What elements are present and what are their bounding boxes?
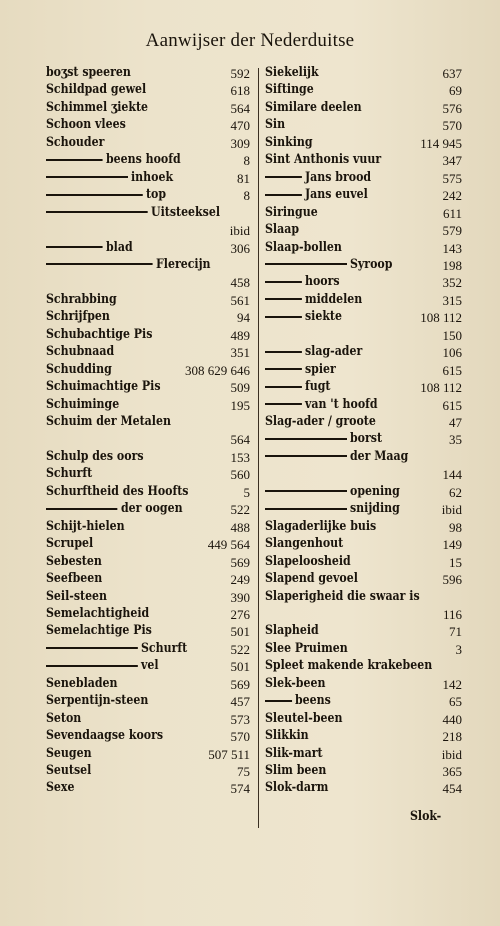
page-reference: 569 — [230, 676, 250, 692]
page-reference: 522 — [230, 641, 250, 657]
page-reference: 276 — [230, 606, 250, 622]
index-entry — [46, 467, 92, 480]
entry-term: Seton — [46, 709, 82, 726]
page-reference: 116 — [442, 606, 462, 622]
ditto-dash — [265, 403, 302, 405]
index-entry — [46, 674, 118, 691]
entry-term: Slee Pruimen — [265, 639, 348, 656]
entry-term: Slag-ader / groote — [265, 413, 376, 429]
page-reference: 618 — [230, 83, 250, 99]
index-entry — [46, 709, 82, 726]
index-entry — [46, 345, 114, 358]
entry-term: vel — [140, 657, 159, 674]
page-reference: ibid — [441, 746, 462, 762]
entry-term: Slapend gevoel — [265, 570, 358, 587]
ditto-dash — [265, 298, 302, 300]
entry-term: Schuim der Metalen — [46, 413, 171, 429]
entry-term: Sevendaagse koors — [46, 727, 164, 744]
entry-term: Schuiminge — [46, 395, 120, 412]
index-entry — [265, 66, 319, 79]
column-divider — [258, 68, 259, 828]
entry-term: Schurftheid des Hoofts — [46, 482, 189, 499]
entry-term: beens hoofd — [105, 151, 181, 168]
entry-term: Slikkin — [265, 727, 309, 744]
entry-term: middelen — [304, 290, 363, 307]
entry-term: borst — [349, 430, 383, 447]
entry-term: Sin — [265, 116, 286, 133]
page-reference: 522 — [230, 502, 250, 518]
index-entry — [46, 764, 91, 777]
index-entry — [46, 380, 161, 393]
page-reference: 195 — [230, 397, 250, 413]
entry-term: Spleet makende krakebeen — [265, 657, 433, 674]
page-reference: 144 — [442, 467, 462, 483]
page-reference: 457 — [230, 694, 250, 710]
entry-term: Slaperigheid die swaar is — [265, 587, 420, 604]
page-reference: 15 — [449, 554, 462, 570]
ditto-dash — [265, 438, 347, 440]
index-entry — [46, 572, 102, 585]
index-entry — [265, 572, 358, 585]
ditto-dash — [265, 316, 302, 318]
entry-term: Schubnaad — [46, 343, 115, 360]
index-entry — [265, 133, 313, 150]
index-entry — [46, 203, 220, 220]
page-reference: 507 511 — [208, 746, 250, 762]
ditto-dash — [265, 281, 302, 283]
page-reference: 579 — [442, 223, 462, 239]
index-entry — [265, 781, 328, 794]
index-entry — [46, 66, 131, 79]
index-entry — [46, 694, 148, 707]
page-reference: 62 — [449, 484, 462, 500]
entry-term: snijding — [349, 500, 400, 517]
index-entry — [265, 255, 393, 272]
ditto-dash — [265, 368, 302, 370]
page-reference: 249 — [230, 572, 250, 588]
page-reference: 98 — [449, 519, 462, 535]
page-reference: 114 945 — [420, 135, 462, 151]
entry-term: Siftinge — [265, 81, 314, 98]
page-reference: 564 — [230, 100, 250, 116]
page-reference: 509 — [230, 380, 250, 396]
index-entry — [265, 360, 336, 377]
index-entry — [46, 537, 93, 550]
entry-term: Slik-mart — [265, 744, 323, 761]
index-entry — [265, 729, 309, 742]
index-entry — [265, 502, 400, 515]
index-entry — [265, 223, 299, 236]
entry-term: Sebesten — [46, 552, 102, 569]
index-entry — [46, 781, 74, 794]
entry-term: Schoon vlees — [46, 116, 126, 133]
index-entry — [46, 517, 125, 534]
index-entry — [265, 275, 340, 288]
page-reference: 47 — [449, 415, 462, 430]
entry-term: Senebladen — [46, 674, 118, 691]
entry-term: Schijt-hielen — [46, 517, 125, 534]
index-entry — [46, 502, 183, 515]
entry-term: Similare deelen — [265, 98, 362, 115]
page-reference: 309 — [230, 135, 250, 151]
ditto-dash — [265, 700, 292, 702]
page-reference: 5 — [243, 484, 250, 500]
entry-term: Serpentijn-steen — [46, 692, 149, 709]
index-entry — [265, 415, 376, 428]
index-entry — [46, 447, 144, 464]
ditto-dash — [46, 508, 118, 510]
entry-term: boʒst speeren — [46, 64, 131, 80]
page-reference: 69 — [449, 83, 462, 99]
entry-term: Schrijfpen — [46, 308, 110, 325]
page-reference: 501 — [230, 659, 250, 675]
entry-term: Sint Anthonis vuur — [265, 151, 382, 168]
index-entry — [265, 203, 318, 220]
index-entry — [46, 188, 166, 201]
entry-term: opening — [349, 482, 400, 499]
page-reference: 198 — [442, 257, 462, 273]
page-reference: 3 — [455, 641, 462, 657]
page-reference: 449 564 — [207, 537, 250, 553]
page-reference: 142 — [442, 676, 462, 692]
index-entry — [46, 624, 152, 637]
index-entry — [265, 482, 400, 499]
page-reference: 81 — [237, 170, 250, 186]
ditto-dash — [265, 194, 302, 196]
entry-term: Seutsel — [46, 762, 92, 778]
page-reference: 242 — [442, 188, 462, 204]
index-entry — [46, 153, 181, 166]
page-reference: 143 — [442, 240, 462, 256]
entry-term: blad — [105, 238, 133, 255]
entry-term: Schulp des oors — [46, 447, 144, 464]
index-entry — [265, 764, 326, 777]
index-entry — [265, 395, 378, 412]
entry-term: hoors — [304, 273, 340, 290]
page-reference: 575 — [442, 170, 462, 186]
index-entry — [265, 238, 342, 255]
entry-term: Seugen — [46, 744, 92, 761]
ditto-dash — [265, 351, 302, 353]
entry-term: Siringue — [265, 203, 318, 220]
entry-term: inhoek — [130, 168, 174, 185]
index-entry — [265, 587, 420, 604]
page-reference: 440 — [442, 711, 462, 727]
page-reference: 351 — [230, 345, 250, 361]
ditto-dash — [46, 176, 128, 178]
index-entry — [265, 83, 314, 96]
index-entry — [265, 694, 331, 707]
entry-term: fugt — [304, 378, 331, 395]
index-entry — [46, 482, 189, 499]
entry-term: Jans brood — [304, 168, 372, 185]
catchword: Slok- — [410, 808, 442, 824]
index-entry — [265, 188, 368, 201]
ditto-dash — [46, 211, 148, 213]
page-reference: 365 — [442, 764, 462, 779]
running-header: Aanwijser der Nederduitse — [145, 30, 355, 51]
index-entry — [46, 360, 112, 377]
entry-term: Seefbeen — [46, 570, 103, 587]
index-entry — [265, 709, 343, 726]
ditto-dash — [46, 159, 103, 161]
index-entry — [265, 674, 326, 691]
entry-term: siekte — [304, 308, 343, 325]
index-entry — [46, 118, 126, 131]
ditto-dash — [46, 246, 103, 248]
page-reference: 71 — [449, 624, 462, 640]
page-reference: 65 — [449, 694, 462, 710]
index-entry — [46, 415, 171, 428]
page-reference: ibid — [441, 502, 462, 518]
page-reference: 108 112 — [420, 380, 462, 396]
entry-term: der Maag — [349, 447, 409, 464]
entry-term: Semelachtigheid — [46, 604, 150, 621]
page-reference: 352 — [442, 275, 462, 291]
page-reference: 75 — [237, 764, 250, 779]
page-reference: 94 — [237, 310, 250, 326]
entry-term: beens — [294, 692, 331, 709]
page-reference: 489 — [230, 327, 250, 343]
index-entry — [46, 639, 188, 656]
index-entry — [265, 432, 382, 445]
page-reference: 501 — [230, 624, 250, 640]
page-reference: 596 — [442, 572, 462, 588]
ditto-dash — [265, 176, 302, 178]
page-reference: 573 — [230, 711, 250, 727]
entry-term: Slaap — [265, 221, 300, 238]
page-reference: 615 — [442, 397, 462, 413]
entry-term: Slapheid — [265, 622, 319, 639]
entry-term: Schildpad gewel — [46, 81, 147, 98]
entry-term: Seil-steen — [46, 587, 108, 604]
page-reference: 637 — [442, 66, 462, 81]
index-entry — [265, 153, 381, 166]
page-reference: 458 — [230, 275, 250, 291]
page-reference: 615 — [442, 362, 462, 378]
entry-term: top — [145, 186, 167, 203]
index-entry — [265, 447, 409, 464]
index-entry — [46, 552, 102, 569]
ditto-dash — [265, 455, 347, 457]
entry-term: Schurft — [46, 465, 93, 482]
entry-term: Semelachtige Pis — [46, 622, 152, 639]
page-reference: 8 — [243, 188, 250, 204]
page-reference: 108 112 — [420, 310, 462, 326]
page-reference: 8 — [243, 153, 250, 169]
page-reference: 106 — [442, 345, 462, 361]
index-entry — [265, 310, 342, 323]
entry-term: Jans euvel — [304, 186, 368, 203]
index-entry — [265, 639, 348, 656]
index-entry — [46, 290, 117, 307]
ditto-dash — [265, 386, 302, 388]
ditto-dash — [46, 665, 138, 667]
index-entry — [265, 517, 377, 534]
index-entry — [46, 255, 211, 272]
entry-term: Sinking — [265, 133, 313, 150]
index-entry — [46, 604, 150, 621]
ditto-dash — [265, 508, 347, 510]
entry-term: Sexe — [46, 779, 75, 796]
ditto-dash — [265, 490, 347, 492]
page-reference: 576 — [442, 100, 462, 116]
index-entry — [46, 587, 108, 604]
index-entry — [265, 537, 343, 550]
index-entry — [46, 133, 105, 150]
page-reference: 315 — [442, 292, 462, 308]
index-entry — [265, 744, 323, 761]
page-reference: 560 — [230, 467, 250, 483]
index-entry — [265, 345, 362, 358]
entry-term: Slim been — [265, 762, 327, 778]
index-entry — [46, 238, 133, 255]
page-reference: 564 — [230, 432, 250, 448]
page-reference: 390 — [230, 589, 250, 605]
entry-term: Sleutel-been — [265, 709, 343, 726]
entry-term: slag-ader — [304, 343, 363, 360]
index-entry — [265, 168, 372, 185]
entry-term: Scrupel — [46, 535, 94, 552]
entry-term: Slaap-bollen — [265, 238, 342, 255]
entry-term: Slok-darm — [265, 779, 329, 796]
entry-term: der oogen — [120, 500, 183, 517]
entry-term: Schubachtige Pis — [46, 325, 153, 342]
index-entry — [265, 118, 285, 131]
page-reference: 611 — [442, 205, 462, 221]
entry-term: spier — [304, 360, 336, 377]
index-entry — [46, 744, 92, 761]
index-entry — [265, 552, 351, 569]
index-entry — [46, 310, 110, 323]
entry-term: van 't hoofd — [304, 395, 378, 412]
entry-term: Syroop — [349, 255, 393, 272]
page-reference: 561 — [230, 292, 250, 308]
page-reference: 570 — [442, 118, 462, 134]
entry-term: Schurft — [140, 639, 188, 656]
index-entry — [46, 729, 163, 742]
page-reference: 570 — [230, 729, 250, 745]
page-reference: 488 — [230, 519, 250, 535]
page-reference: 218 — [442, 729, 462, 745]
index-entry — [46, 83, 146, 96]
entry-term: Flerecijn — [155, 255, 211, 272]
page-reference: 35 — [449, 432, 462, 448]
index-entry — [46, 325, 153, 342]
index-entry — [46, 395, 120, 412]
page-reference: 574 — [230, 781, 250, 797]
index-entry — [46, 98, 149, 115]
index-entry — [265, 380, 330, 393]
entry-term: Schuimachtige Pis — [46, 378, 161, 395]
page-reference: ibid — [229, 223, 250, 239]
entry-term: Slapeloosheid — [265, 552, 351, 569]
index-entry — [265, 624, 319, 637]
page-reference: 308 629 646 — [185, 362, 250, 378]
index-entry — [265, 98, 362, 115]
ditto-dash — [46, 263, 153, 265]
ditto-dash — [265, 263, 347, 265]
entry-term: Schouder — [46, 133, 105, 150]
entry-term: Slagaderlijke buis — [265, 517, 377, 534]
entry-term: Schudding — [46, 360, 112, 377]
entry-term: Uitsteeksel — [150, 203, 220, 220]
page-reference: 454 — [442, 781, 462, 797]
entry-term: Slangenhout — [265, 535, 344, 552]
page-reference: 569 — [230, 554, 250, 570]
index-entry — [46, 168, 174, 185]
entry-term: Siekelijk — [265, 64, 319, 80]
page-reference: 592 — [230, 66, 250, 81]
page-reference: 470 — [230, 118, 250, 134]
index-entry — [265, 659, 432, 672]
index-entry — [265, 290, 363, 307]
page-reference: 150 — [442, 327, 462, 343]
ditto-dash — [46, 647, 138, 649]
page-reference: 153 — [230, 449, 250, 465]
entry-term: Slek-been — [265, 674, 326, 691]
page-reference: 149 — [442, 537, 462, 553]
index-entry — [46, 659, 159, 672]
ditto-dash — [46, 194, 143, 196]
entry-term: Schrabbing — [46, 290, 117, 307]
entry-term: Schimmel ʒiekte — [46, 98, 149, 115]
page-reference: 306 — [230, 240, 250, 256]
page-reference: 347 — [442, 153, 462, 169]
